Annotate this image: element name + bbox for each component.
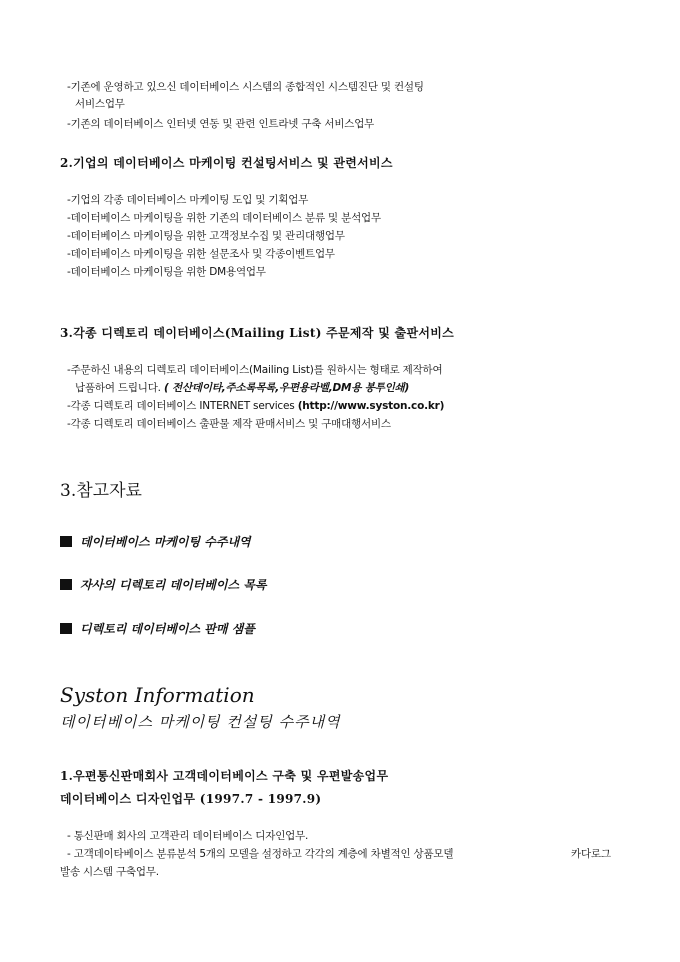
reference-item [60, 533, 251, 550]
syston-subtitle: 데이터베이스 마케이팅 컨설팅 수주내역 [60, 713, 341, 731]
project-detail: - 통신판매 회사의 고객관리 데이터베이스 디자인업무. [67, 830, 309, 842]
reference-item [60, 576, 266, 593]
square-bullet-icon [60, 579, 72, 590]
square-bullet-icon [60, 536, 72, 547]
section-heading: 3.각종 디렉토리 데이터베이스(Mailing List) 주문제작 및 출판서비스 [60, 326, 455, 340]
list-item: -각종 디렉토리 데이터베이스 출판물 제작 판매서비스 및 구매대행서비스 [67, 418, 391, 430]
list-item: -기업의 각종 데이터베이스 마케이팅 도입 및 기획업무 [67, 194, 309, 206]
intro-line: -기존의 데이터베이스 인터넷 연동 및 관련 인트라넷 구축 서비스업무 [67, 118, 375, 130]
list-item-text: 납품하여 드립니다. [75, 382, 161, 394]
project-detail: 발송 시스템 구축업무. [60, 866, 159, 878]
project-heading: 1.우편통신판매회사 고객데이터베이스 구축 및 우편발송업무 [60, 769, 389, 783]
project-detail: 카다로그 [571, 848, 611, 860]
section-heading: 2.기업의 데이터베이스 마케이팅 컨설팅서비스 및 관련서비스 [60, 156, 393, 170]
reference-label: 자사의 디렉토리 데이터베이스 목록 [80, 578, 267, 592]
list-item-text: -각종 디렉토리 데이터베이스 INTERNET services [67, 400, 295, 412]
intro-line: -기존에 운영하고 있으신 데이터베이스 시스템의 종합적인 시스템진단 및 컨설팅 [67, 81, 424, 93]
website-link[interactable]: (http://www.syston.co.kr) [297, 400, 445, 412]
list-item: -데이터베이스 마케이팅을 위한 DM용역업무 [67, 266, 266, 278]
list-item: -데이터베이스 마케이팅을 위한 고객정보수집 및 관리대행업무 [67, 230, 345, 242]
reference-label: 데이터베이스 마케이팅 수주내역 [80, 535, 251, 549]
square-bullet-icon [60, 623, 72, 634]
list-item: -데이터베이스 마케이팅을 위한 기존의 데이터베이스 분류 및 분석업무 [67, 212, 381, 224]
references-title: 3.참고자료 [60, 481, 142, 501]
emphasis-text: ( 전산데이타,주소록목록,우편용라벨,DM용 봉투인쇄) [163, 382, 410, 394]
list-item [67, 399, 444, 413]
list-item [75, 381, 409, 395]
intro-line: 서비스업무 [75, 98, 125, 110]
project-period: 데이터베이스 디자인업무 (1997.7 - 1997.9) [60, 792, 322, 806]
list-item: -주문하신 내용의 디렉토리 데이터베이스(Mailing List)를 원하시는 형태로 제작하여 [67, 364, 443, 376]
list-item: -데이터베이스 마케이팅을 위한 설문조사 및 각종이벤트업무 [67, 248, 335, 260]
reference-item [60, 620, 255, 637]
syston-title: Syston Information [60, 683, 255, 707]
project-detail: - 고객데이타베이스 분류분석 5개의 모델을 설정하고 각각의 계층에 차별적인 상품모델 [67, 848, 454, 860]
reference-label: 디렉토리 데이터베이스 판매 샘플 [80, 622, 255, 636]
